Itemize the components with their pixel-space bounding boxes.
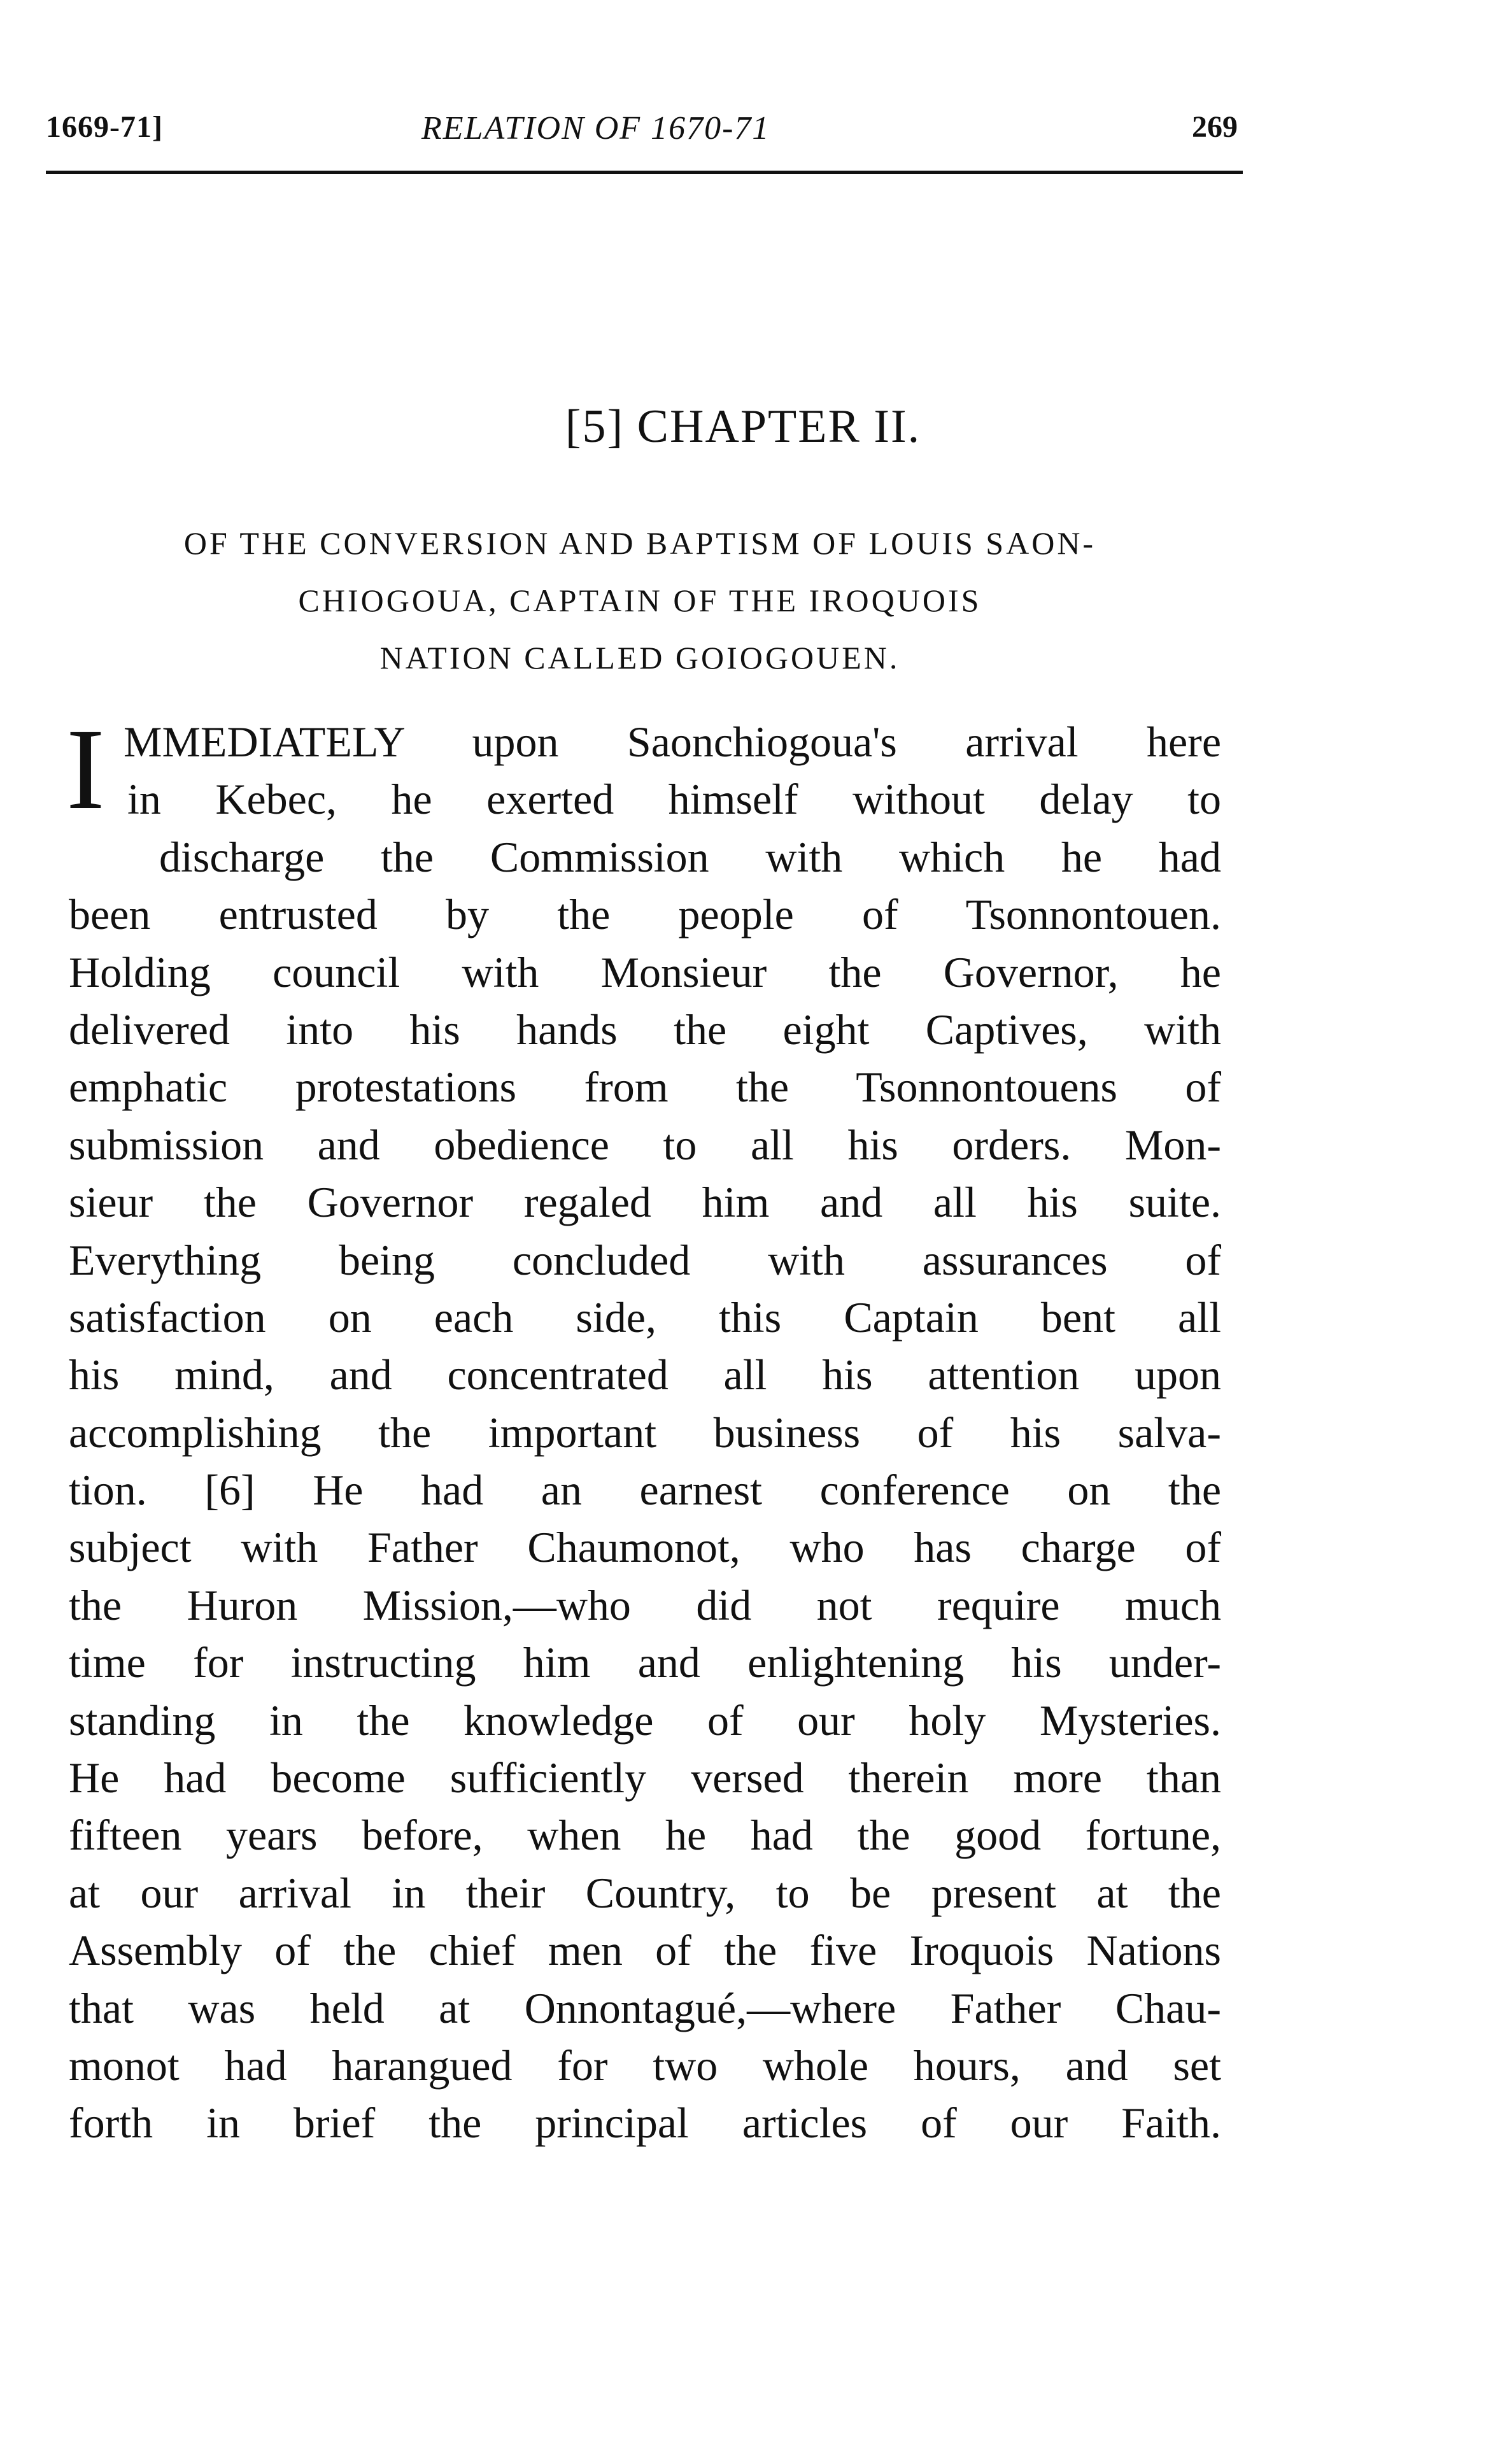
text-line: MMEDIATELY upon Saonchiogoua's arrival here — [124, 718, 1221, 766]
text-line: satisfaction on each side, this Captain bent all — [69, 1292, 1221, 1342]
text-line: been entrusted by the people of Tsonnontouen. — [69, 890, 1221, 939]
text-line: accomplishing the important business of his salva- — [69, 1408, 1221, 1457]
body-text — [66, 705, 1221, 2152]
text-line: at our arrival in their Country, to be present at the — [69, 1868, 1221, 1917]
running-head — [46, 110, 1243, 154]
header-rule — [46, 171, 1243, 174]
subtitle-line: NATION CALLED GOIOGOUEN. — [379, 640, 900, 676]
subtitle-line: CHIOGOUA, CAPTAIN OF THE IROQUOIS — [298, 583, 982, 618]
text-line: tion. [6] He had an earnest conference on the — [69, 1466, 1221, 1515]
text-line: sieur the Governor regaled him and all his suite. — [69, 1178, 1221, 1227]
chapter-subtitle — [57, 514, 1222, 686]
running-head-title: RELATION OF 1670-71 — [421, 110, 770, 146]
text-line: monot had harangued for two whole hours, and set — [69, 2041, 1221, 2090]
text-line: submission and obedience to all his orders. Mon- — [69, 1120, 1221, 1169]
text-line: discharge the Commission with which he had — [159, 832, 1221, 881]
text-line: the Huron Mission,—who did not require much — [69, 1580, 1221, 1629]
text-line: delivered into his hands the eight Captives, with — [69, 1005, 1221, 1054]
drop-cap: I — [66, 705, 105, 833]
text-line: emphatic protestations from the Tsonnontouens of — [69, 1063, 1221, 1112]
text-line: Holding council with Monsieur the Governor, he — [69, 947, 1221, 996]
text-line: subject with Father Chaumonot, who has charge of — [69, 1523, 1221, 1572]
text-line: standing in the knowledge of our holy Mysteries. — [69, 1696, 1221, 1745]
text-line: his mind, and concentrated all his attention upon — [69, 1350, 1221, 1399]
text-line: forth in brief the principal articles of our Faith. — [69, 2099, 1221, 2148]
text-line: time for instructing him and enlightening his under- — [69, 1638, 1221, 1687]
text-line: that was held at Onnontagué,—where Father Chau- — [69, 1983, 1221, 2032]
text-line: Everything being concluded with assurances of — [69, 1235, 1221, 1284]
text-line: Assembly of the chief men of the five Iroquois Nations — [69, 1926, 1221, 1975]
text-line: He had become sufficiently versed therein more than — [69, 1753, 1221, 1802]
chapter-heading: [5] CHAPTER II. — [565, 400, 921, 453]
page-number: 269 — [1192, 110, 1238, 144]
text-line: in Kebec, he exerted himself without delay to — [127, 775, 1221, 824]
running-head-years: 1669-71] — [46, 110, 163, 144]
text-line: fifteen years before, when he had the good fortune, — [69, 1811, 1221, 1860]
subtitle-line: OF THE CONVERSION AND BAPTISM OF LOUIS SAON- — [183, 525, 1096, 561]
